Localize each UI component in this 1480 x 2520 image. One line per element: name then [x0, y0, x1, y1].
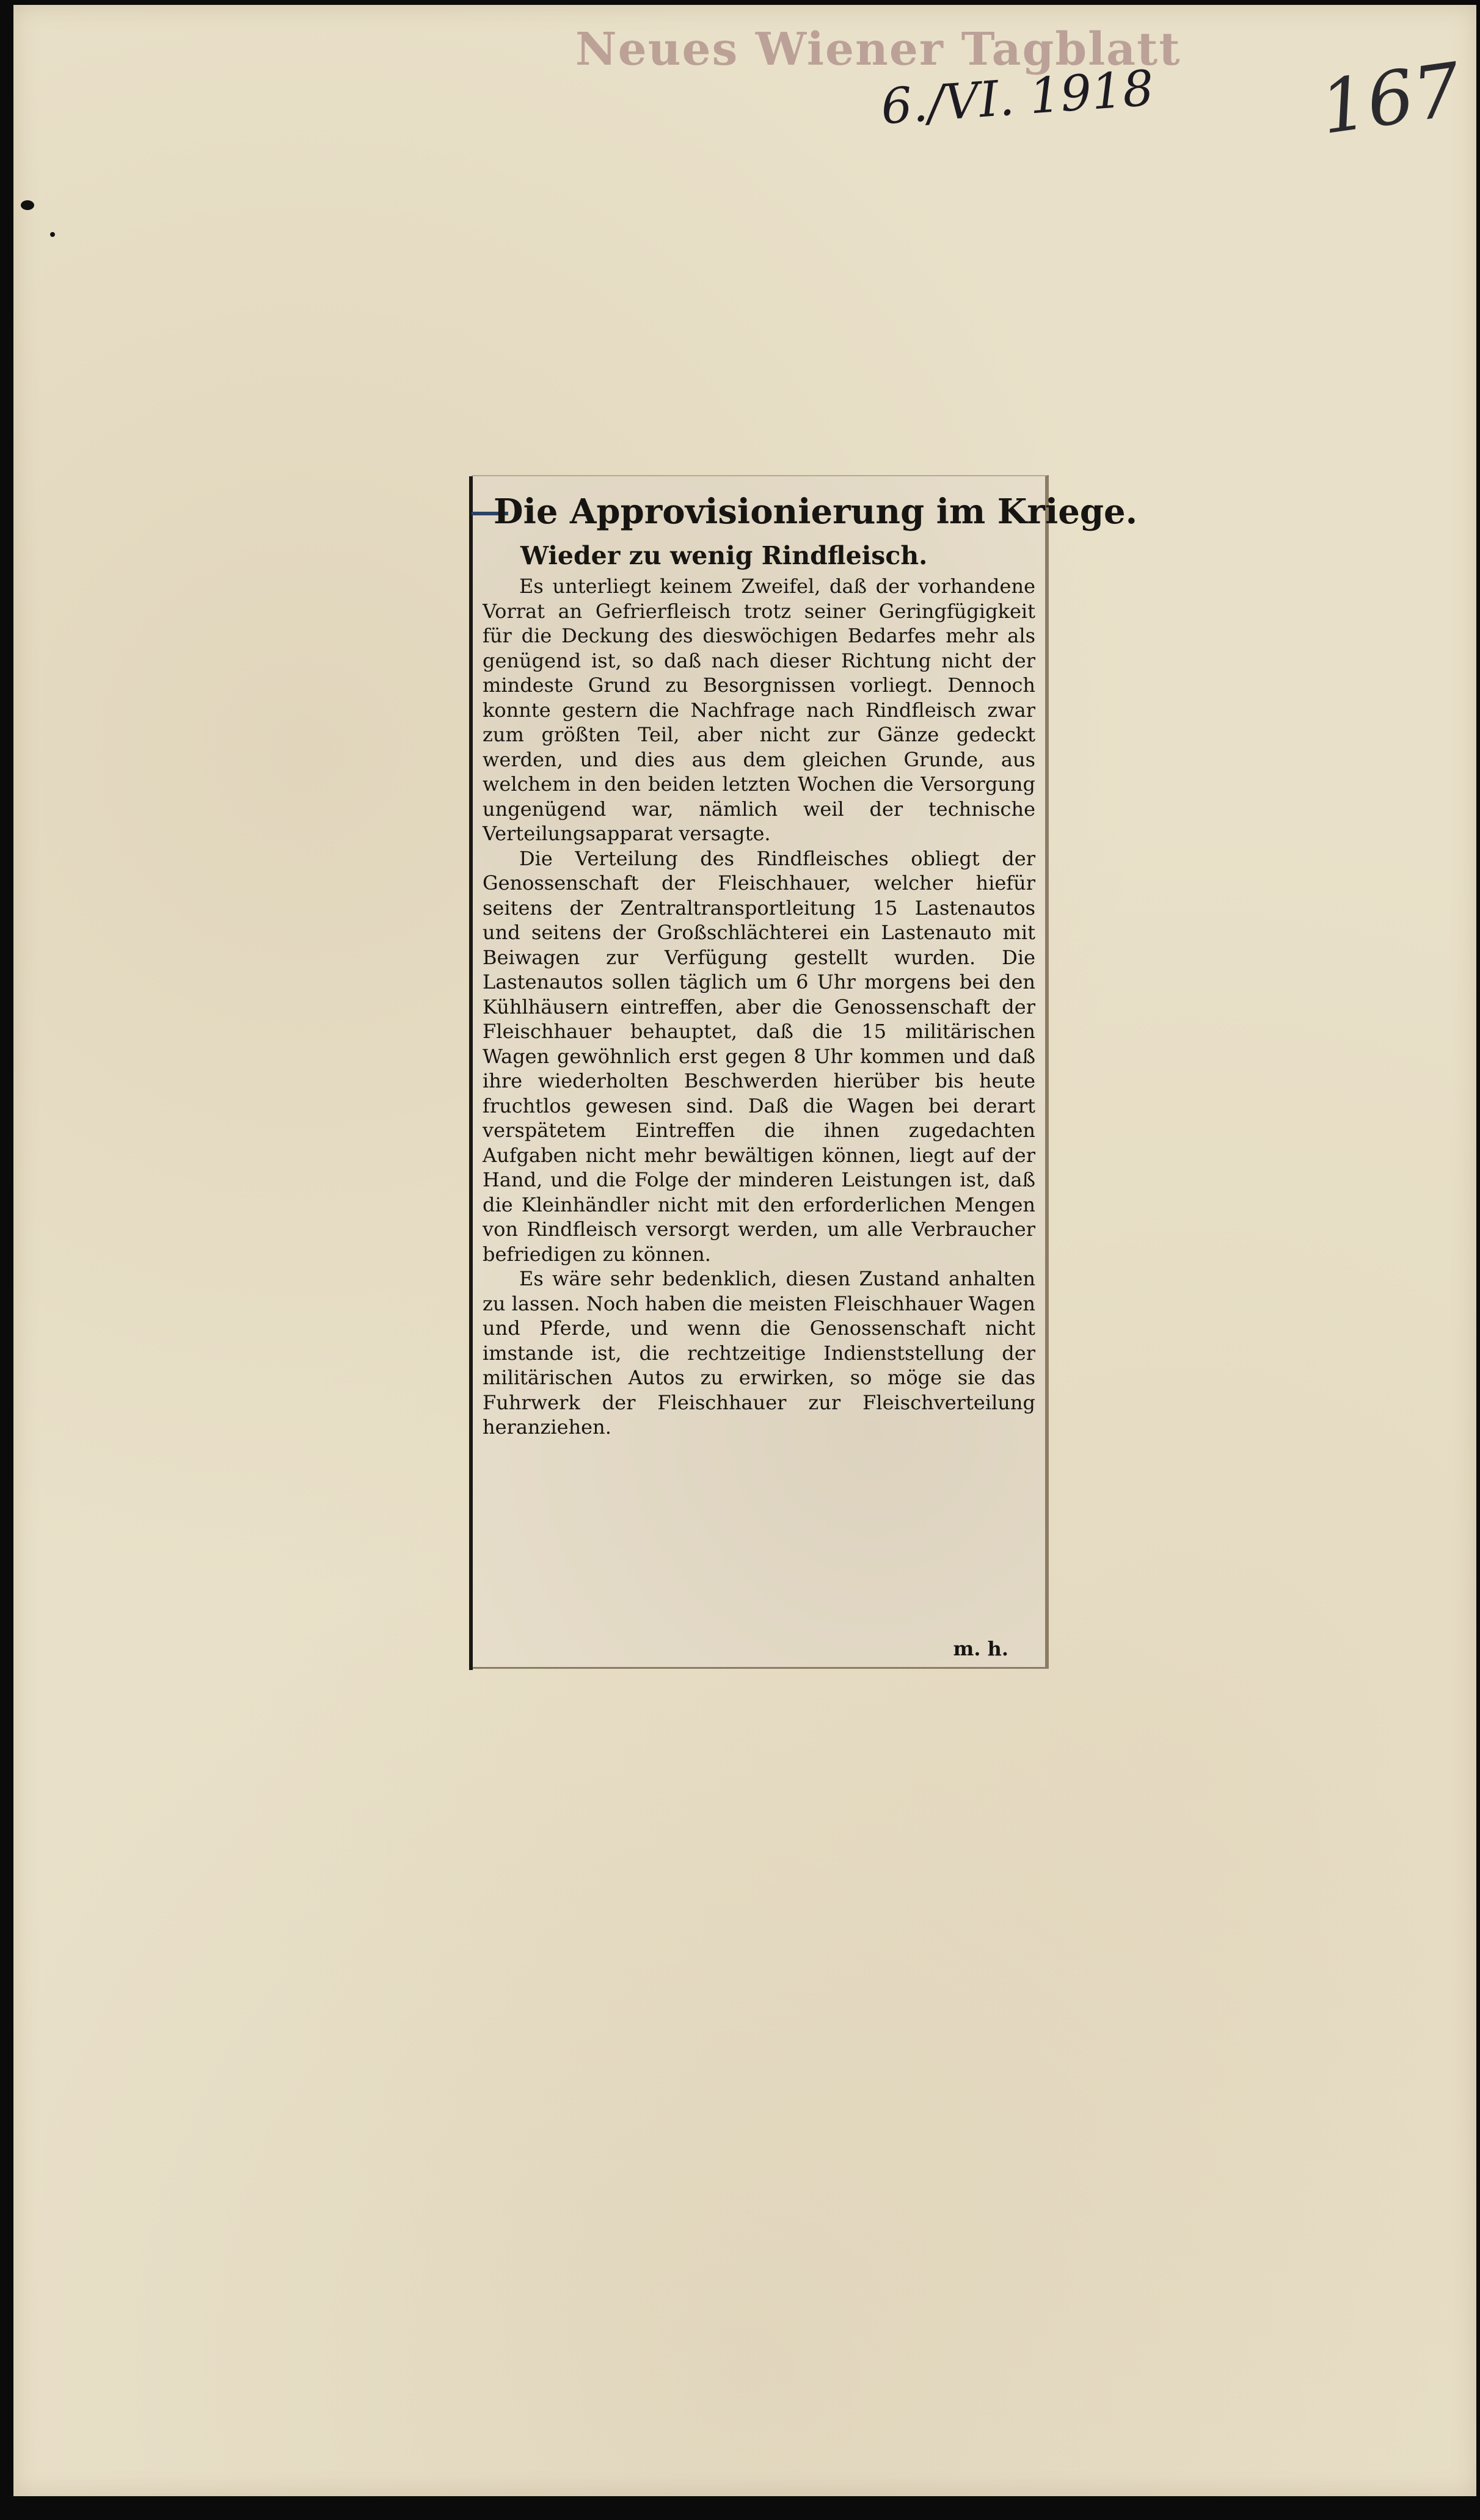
author-initials: m. h. — [953, 1637, 1008, 1660]
newspaper-clipping — [472, 475, 1138, 1669]
clipping-left-rule — [469, 476, 473, 1670]
article-body — [483, 574, 1035, 1440]
ink-mark — [21, 200, 34, 210]
newspaper-stamp: Neues Wiener Tagblatt — [575, 23, 1181, 76]
article-paragraph: Die Verteilung des Rindfleisches obliegt der Genossenschaft der Fleischhauer, welcher hiefür seitens der Zentraltransportleitung 15 Lastenautos und seitens der Großschlächterei ein Lastenauto mit Beiwagen zur Verfügung gestellt wurden. Die Lastenautos sollen täglich um 6 Uhr morgens bei den Kühlhäusern eintreffen, aber die Genossenschaft der Fleischhauer behauptet, daß die 15 militärischen Wagen gewöhnlich erst gegen 8 Uhr kommen und daß ihre wiederholten Beschwerden hierüber bis heute fruchtlos gewesen sind. Daß die Wagen bei derart verspätetem Eintreffen die ihnen zugedachten Aufgaben nicht mehr bewältigen können, liegt auf der Hand, und die Folge der minderen Leistungen ist, daß die Kleinhändler nicht mit den erforderlichen Mengen von Rindfleisch versorgt werden, um alle Verbraucher befriedigen zu können. — [483, 846, 1035, 1266]
handwritten-date: 6./VI. 1918 — [879, 59, 1156, 136]
article-paragraph: Es unterliegt keinem Zweifel, daß der vorhandene Vorrat an Gefrierfleisch trotz seiner Geringfügigkeit für die Deckung des dieswöchigen Bedarfes mehr als genügend ist, so daß nach dieser Richtung nicht der mindeste Grund zu Besorgnissen vorliegt. Dennoch konnte gestern die Nachfrage nach Rindfleisch zwar zum größten Teil, aber nicht zur Gänze gedeckt werden, und dies aus dem gleichen Grunde, aus welchem in den beiden letzten Wochen die Versorgung ungenügend war, nämlich weil der technische Verteilungsapparat versagte. — [483, 575, 1035, 845]
article-headline: Die Approvisionierung im Kriege. — [494, 492, 1138, 532]
article-subheadline: Wieder zu wenig Rindfleisch. — [520, 541, 928, 570]
article-paragraph: Es wäre sehr bedenklich, diesen Zustand anhalten zu lassen. Noch haben die meisten Fleischhauer Wagen und Pferde, und wenn die Genossenschaft nicht imstande ist, die rechtzeitige Indienststellung der militärischen Autos zu erwirken, so möge sie das Fuhrwerk der Fleischhauer zur Fleischverteilung heranziehen. — [483, 1267, 1035, 1439]
archive-sheet — [13, 5, 1476, 2496]
ink-mark — [50, 232, 55, 237]
folio-number: 167 — [1315, 47, 1466, 151]
